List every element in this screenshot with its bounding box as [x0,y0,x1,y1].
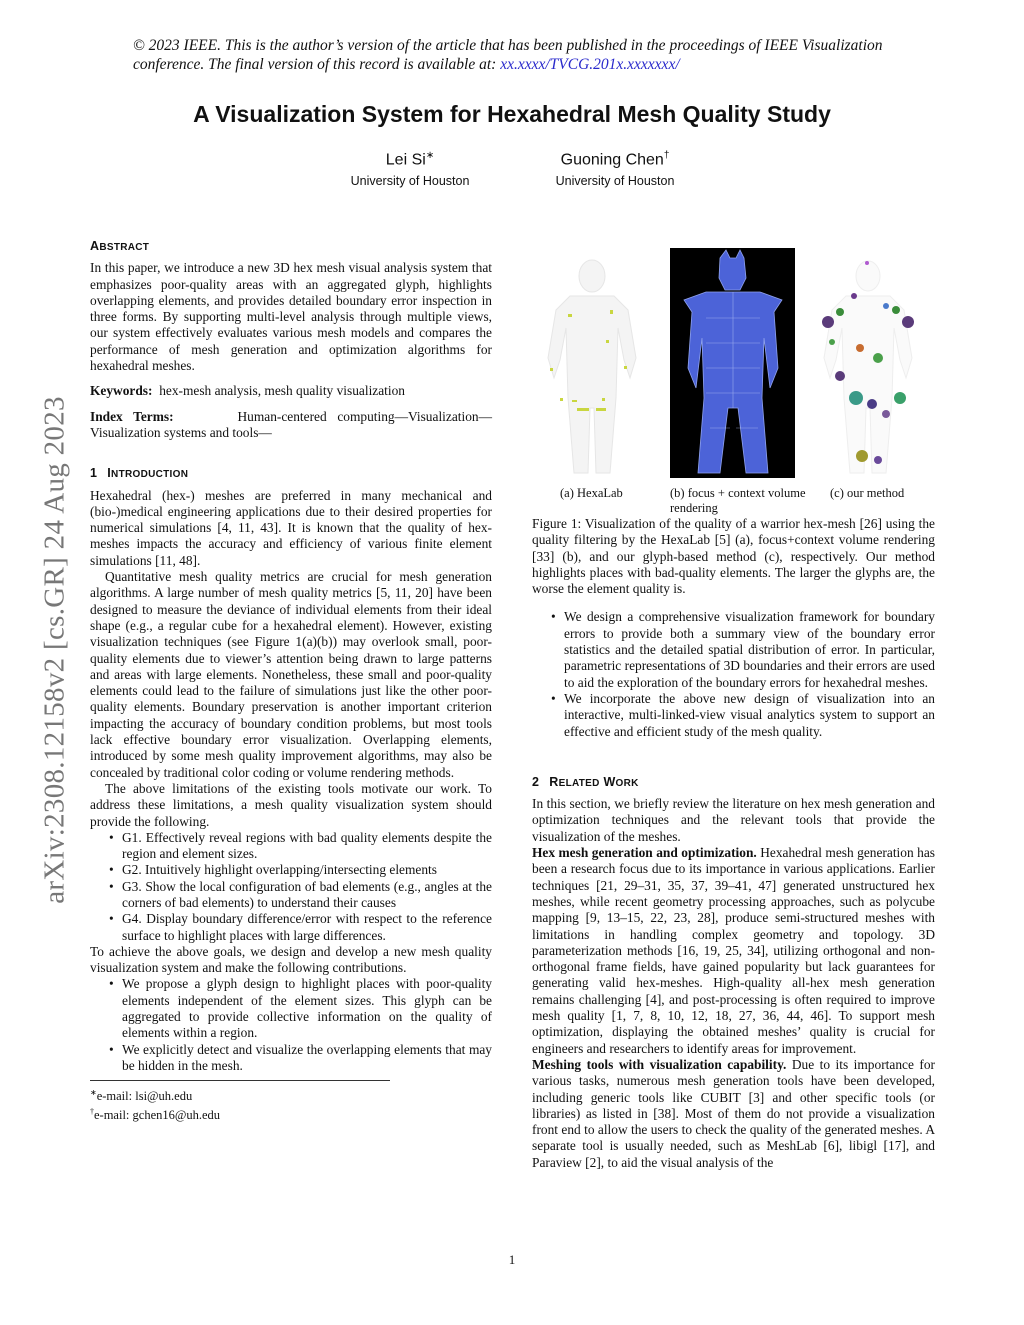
subcaption-a: (a) HexaLab [560,486,623,500]
keywords: Keywords: hex-mesh analysis, mesh quality visualization [90,383,406,399]
author-affiliation: University of Houston [350,174,470,189]
volume-render [670,248,795,478]
glyph-render [804,248,932,478]
author-name: Guoning Chen [560,151,664,169]
list-item: • We design a comprehensive visualization framework for boundary errors to provide both a summary view of the boundary error statistics and the detailed spatial distribution of error. In particular, parametric representations of 3D boundaries and their errors are used to aid the exploration of the boundary errors for hexahedral meshes. [532,609,935,690]
subcaption-c: (c) our method [830,486,905,500]
list-item: • G3. Show the local configuration of bad elements (e.g., angles at the corners of bad elements) to understand their causes [90,879,492,912]
intro-paragraph: Hexahedral (hex-) meshes are preferred in many mechanical and (bio-)medical engineering applications due to their desired properties for numerical simulations [4, 11, 43]. It is known that the quality of hex-meshes impacts the accuracy and efficiency of various finite element simulations [11, 48]. [90,487,492,568]
intro-paragraph: Quantitative mesh quality metrics are crucial for mesh generation algorithms. A large number of mesh quality metrics [5, 11, 20] have been designed to measure the deviance of individual elements from their ideal shape (e.g., a regular cube for a hexahedral element). However, existing visualization techniques (see Figure 1(a)(b)) may overlook small, poor-quality elements due to viewer’s attention being drawn to large patterns and areas with large elements. Nonetheless, these small and poor-quality elements could lead to the failure of simulations just like the other poor-quality elements. Boundary preservation is another important criterion impacting the accuracy of boundary condition problems, but most tools lack effective boundary error visualization. Overlapping elements, introduced by some mesh quality improvement algorithms, may also be concealed by traditional color coding or volume rendering methods. [90,569,492,780]
related-paragraph: Meshing tools with visualization capability. Due to its importance for various tasks, numerous mesh generation tools have been developed, including generic tools like CUBIT [3] and other specific tools (or libraries) as listed in [38]. Most of them do not provide a visualization front end to allow the users to check the quality of the generated meshes. A separate tool is usually needed, such as MeshLab [6], libigl [17], and Paraview [2], to aid the visual analysis of the [532,1056,935,1170]
footnote: ∗e-mail: lsi@uh.edu [90,1088,193,1104]
footnote-rule [90,1080,390,1081]
author-name: Lei Si [385,151,426,169]
figure-1 [532,248,935,518]
intro-paragraph: To achieve the above goals, we design and develop a new mesh quality visualization system and make the following contributions. [90,943,492,976]
index-terms: Index Terms: Human-centered computing—Visualization—Visualization systems and tools— [90,408,492,440]
page-number: 1 [508,1252,516,1267]
copyright-notice [133,36,903,74]
left-column [90,238,492,1124]
intro-paragraph: The above limitations of the existing tools motivate our work. To address these limitations, a mesh quality visualization system should provide the following. [90,780,492,829]
list-item: • We propose a glyph design to highlight places with poor-quality elements independent of the element sizes. This glyph can be aggregated to provide collective information on the quality of elements within a region. [90,976,492,1041]
list-item: • G2. Intuitively highlight overlapping/intersecting elements [90,862,492,878]
abstract-text: In this paper, we introduce a new 3D hex mesh visual analysis system that emphasizes poor-quality areas with an aggregated glyph, highlights overlapping elements, and provides detailed boundary error inspection in three forms. By supporting multi-level analysis through multiple views, our system effectively evaluates various mesh models and compares the performance of mesh generation and optimization algorithms for hexahedral meshes. [90,260,492,374]
hexalab-render [532,248,652,478]
right-column [532,516,935,1171]
abstract-heading: ABSTRACT [90,239,150,253]
notice-text: © 2023 IEEE. This is the author’s version of the article that has been published in the proceedings of IEEE Visualization conference. The final version of this record is available at: [133,37,883,73]
author-mark: † [663,150,670,161]
list-item: • G1. Effectively reveal regions with bad quality elements despite the region and element sizes. [90,830,492,863]
subcaption-b: (b) focus + context volume rendering [670,486,806,515]
related-paragraph: In this section, we briefly review the literature on hex mesh generation and optimization techniques and the relevant tools that provide the visualization of the meshes. [532,796,935,844]
footnote: †e-mail: gchen16@uh.edu [90,1107,221,1123]
contributions-list-continued [532,609,935,739]
list-item: • G4. Display boundary difference/error with respect to the reference surface to highlight places with large differences. [90,911,492,944]
author-affiliation: University of Houston [555,174,675,189]
intro-heading: 1 INTRODUCTION [90,466,189,481]
author-mark: ∗ [425,150,435,161]
goals-list [90,830,492,944]
doi-link[interactable]: xx.xxxx/TVCG.201x.xxxxxxx/ [500,56,680,73]
list-item: • We explicitly detect and visualize the overlapping elements that may be hidden in the mesh. [90,1042,492,1075]
contributions-list [90,976,492,1074]
paper-title: A Visualization System for Hexahedral Mesh Quality Study [193,101,831,127]
arxiv-stamp: arXiv:2308.12158v2 [cs.GR] 24 Aug 2023 [38,396,71,904]
related-paragraph: Hex mesh generation and optimization. Hexahedral mesh generation has been a research focus due to its importance in various applications. Earlier techniques [21, 29–31, 35, 37, 39–41, 47] generated unstructured hex meshes, while recent geometry processing approaches, such as polycube mapping [9, 13–15, 22, 23, 28], produce semi-structured meshes with limitations in handling complex geometry and topology. 3D parameterization methods [16, 19, 25, 34], utilizing orthogonal and non-orthogonal frame fields, have gained popularity but lack guarantees for generating valid hex-meshes. High-quality all-hex mesh generation remains challenging [4], and post-processing is often required to improve mesh quality [1, 7, 8, 10, 12, 18, 27, 36, 44, 46]. To support mesh optimization, displaying the obtained meshes’ quality is crucial for engineers and researchers to identify areas for improvement. [532,845,935,1056]
author-guoning-chen [505,146,725,190]
related-heading: 2 RELATED WORK [532,774,639,789]
list-item: • We incorporate the above new design of visualization into an interactive, multi-linked-view visual analytics system to support an effective and efficient study of the mesh quality. [532,691,935,740]
figure-caption: Figure 1: Visualization of the quality of a warrior hex-mesh [26] using the quality filtering by the HexaLab [5] (a), focus+context volume rendering [33] (b), and our glyph-based method (c), respectively. Our method highlights places with bad-quality elements. The larger the glyphs are, the worse the element quality is. [532,516,935,597]
author-lei-si [300,146,520,190]
